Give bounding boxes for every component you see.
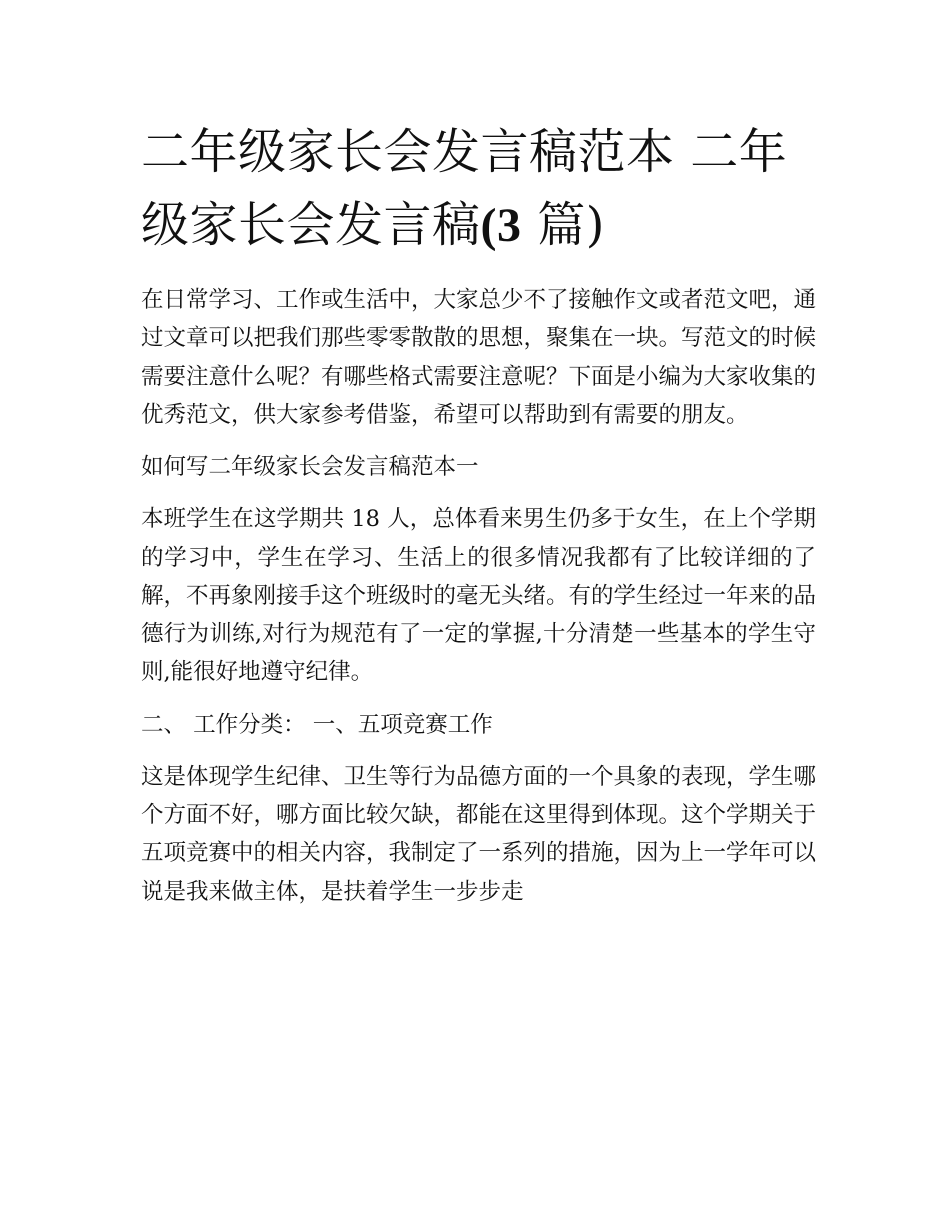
title-text: 二年级家长会发言稿范本 二年级家长会发言稿	[141, 124, 788, 253]
document-title	[141, 116, 821, 262]
work-category-heading: 二、 工作分类： 一、五项竞赛工作	[141, 711, 493, 738]
intro-paragraph: 在日常学习、工作或生活中，大家总少不了接触作文或者范文吧，通过文章可以把我们那些零零散散的思想，聚集在一块。写范文的时候需要注意什么呢？有哪些格式需要注意呢？下面是小编为大家收集的优秀范文，供大家参考借鉴，希望可以帮助到有需要的朋友。	[141, 287, 817, 428]
document-body	[141, 281, 816, 925]
title-suffix: 篇)	[521, 197, 605, 253]
section-heading: 如何写二年级家长会发言稿范本一	[141, 454, 479, 480]
class-overview-paragraph: 本班学生在这学期共 18 人，总体看来男生仍多于女生，在上个学期的学习中，学生在学习、生活上的很多情况我都有了比较详细的了解，不再象刚接手这个班级时的毫无头绪。有的学生经过一年来的品德行为训练,对行为规范有了一定的掌握,十分清楚一些基本的学生守则,能很好地遵守纪律。	[141, 506, 817, 686]
competition-paragraph: 这是体现学生纪律、卫生等行为品德方面的一个具象的表现，学生哪个方面不好，哪方面比较欠缺，都能在这里得到体现。这个学期关于五项竞赛中的相关内容，我制定了一系列的措施，因为上一学年可以说是我来做主体，是扶着学生一步步走	[141, 763, 817, 905]
title-count: (3	[480, 199, 522, 252]
